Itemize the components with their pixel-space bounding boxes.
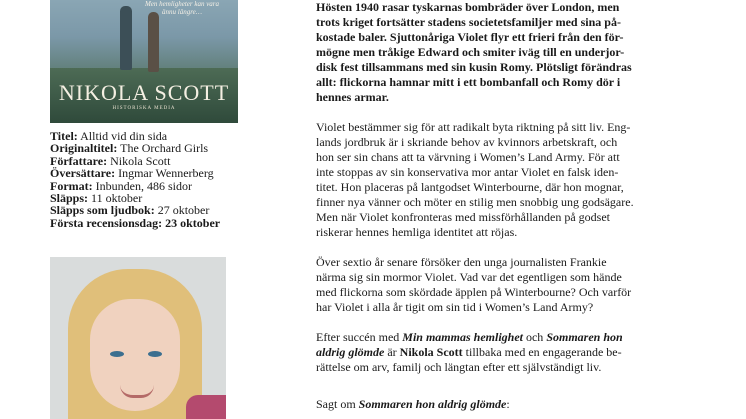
quote-heading: Sagt om Sommaren hon aldrig glömde: bbox=[316, 397, 510, 411]
book-title-ref: aldrig glömde bbox=[316, 345, 385, 359]
book-cover-image bbox=[50, 0, 238, 123]
book-metadata bbox=[50, 130, 290, 229]
paragraph-violet: Violet bestämmer sig för att radikalt byta riktning på sitt liv. Eng- lands jordbruk är i skriande behov av kvinnors arbetskraft, och hon ser sin chans att ta värvning i Women’s Land Army. För att inte stoppas av sin konservativa mor antar Violet en falsk iden- titet. Hon placeras på lantgodset Winterbourne, där hon mognar, finner nya vänner och möter en stilig men snobbig ung godsägare. Men när Violet konfronteras med missförhållanden på godset riskerar hennes hemliga identitet att röjas. bbox=[316, 120, 634, 239]
book-description bbox=[316, 0, 686, 412]
author-name: Nikola Scott bbox=[399, 345, 463, 359]
cover-publisher: HISTORISKA MEDIA bbox=[112, 106, 176, 111]
cover-tagline bbox=[134, 0, 230, 16]
meta-row-format: Format: Inbunden, 486 sidor bbox=[50, 178, 192, 193]
paragraph-author-bio: Efter succén med Min mammas hemlighet och Sommaren hon aldrig glömde är Nikola Scott tillbaka med en engagerande be- rättelse om arv, familj och längtan efter ett självständigt liv. bbox=[316, 330, 623, 374]
meta-row-original-title: Originaltitel: The Orchard Girls bbox=[50, 141, 209, 156]
cover-figure bbox=[120, 6, 132, 70]
lead-paragraph: Hösten 1940 rasar tyskarnas bombräder över London, men trots kriget fortsätter stadens societetsfamiljer med sina på- kostade baler. Sjuttonåriga Violet flyr ett frieri från den för- mögne men tråkige Edward och smiter iväg till en underjor- disk fest tillsammans med sin kusin Romy. Plötsligt förändras allt: flickorna hamnar mitt i ett bombanfall och Romy dör i hennes armar. bbox=[316, 0, 632, 104]
book-title-ref: Sommaren hon bbox=[546, 330, 623, 344]
cover-tagline-line: Men hemligheter kan vara bbox=[144, 0, 220, 8]
cover-figure bbox=[148, 12, 159, 72]
author-portrait-image bbox=[50, 257, 226, 419]
paragraph-frankie: Över sextio år senare försöker den unga journalisten Frankie närma sig sin mormor Violet. Vad var det egentligen som hände med flickorna som skördade äpplen på Winterbourne? Och varför har Violet i alla år tigit om sin tid i Women’s Land Army? bbox=[316, 255, 632, 314]
book-title-ref: Min mammas hemlighet bbox=[402, 330, 523, 344]
meta-row-review-date: Första recensionsdag: 23 oktober bbox=[50, 215, 221, 230]
cover-tagline-line: ännu längre… bbox=[162, 8, 202, 16]
meta-row-audiobook-release: Släpps som ljudbok: 27 oktober bbox=[50, 203, 210, 218]
cover-author: NIKOLA SCOTT bbox=[58, 80, 230, 105]
meta-row-title: Titel: Alltid vid din sida bbox=[50, 129, 168, 143]
meta-row-release: Släpps: 11 oktober bbox=[50, 191, 143, 206]
meta-row-author: Författare: Nikola Scott bbox=[50, 153, 171, 168]
book-title-ref: Sommaren hon aldrig glömde bbox=[358, 397, 507, 411]
meta-row-translator: Översättare: Ingmar Wennerberg bbox=[50, 166, 214, 181]
